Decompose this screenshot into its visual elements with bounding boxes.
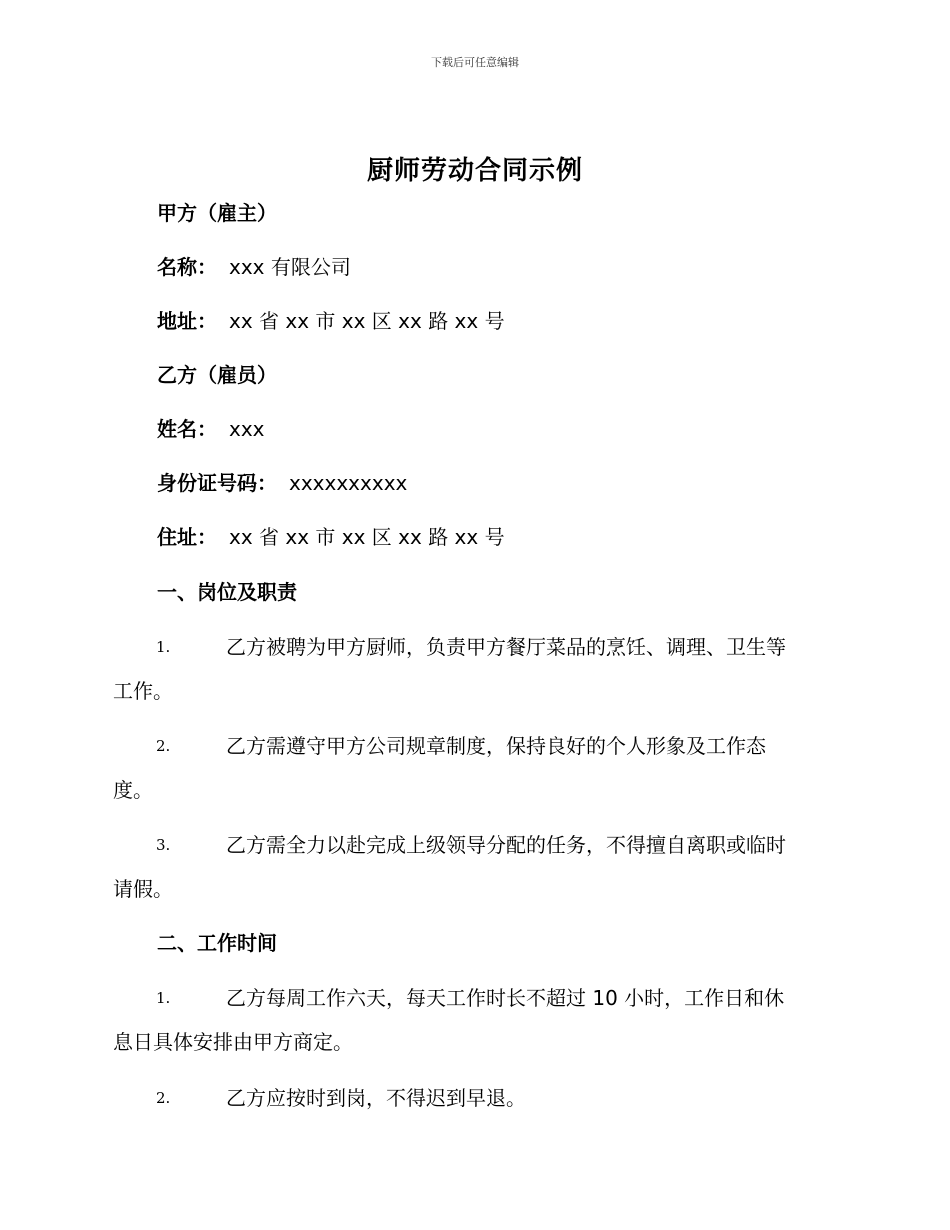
- document-title: 厨师劳动合同示例: [366, 156, 583, 186]
- item-text-line2: 请假。: [113, 877, 173, 901]
- item-number: 1.: [156, 638, 171, 656]
- party-a-name-line: [157, 253, 351, 281]
- header-note: 下载后可任意编辑: [431, 56, 519, 69]
- list-item: [113, 625, 835, 713]
- party-b-id-value: xxxxxxxxxx: [289, 471, 408, 495]
- list-item: [113, 823, 835, 911]
- item-number: 2.: [156, 737, 171, 755]
- section-heading: 一、岗位及职责: [157, 580, 297, 604]
- party-b-id-label: 身份证号码：: [157, 471, 277, 495]
- item-number: 2.: [156, 1089, 171, 1107]
- party-b-address-value: xx 省 xx 市 xx 区 xx 路 xx 号: [229, 525, 505, 549]
- party-a-name-label: 名称：: [157, 255, 217, 279]
- item-text-line1: 乙方被聘为甲方厨师，负责甲方餐厅菜品的烹饪、调理、卫生等: [226, 635, 786, 659]
- party-b-address-label: 住址：: [157, 525, 217, 549]
- item-text-line1: 乙方应按时到岗，不得迟到早退。: [226, 1086, 526, 1110]
- party-a-address-value: xx 省 xx 市 xx 区 xx 路 xx 号: [229, 309, 505, 333]
- party-b-heading: 乙方（雇员）: [157, 363, 277, 387]
- party-b-name-line: [157, 415, 265, 443]
- item-text-line2: 度。: [113, 778, 153, 802]
- item-text-line1: 乙方需全力以赴完成上级领导分配的任务，不得擅自离职或临时: [226, 833, 786, 857]
- party-b-name-value: xxx: [229, 417, 265, 441]
- item-text-line1: 乙方每周工作六天，每天工作时长不超过 10 小时，工作日和休: [226, 986, 785, 1010]
- party-a-heading: 甲方（雇主）: [157, 201, 277, 225]
- list-item: [113, 1076, 835, 1120]
- item-number: 3.: [156, 836, 171, 854]
- party-a-address-label: 地址：: [157, 309, 217, 333]
- party-a-address-line: [157, 307, 505, 335]
- section-heading: 二、工作时间: [157, 931, 277, 955]
- list-item: [113, 976, 835, 1064]
- party-b-name-label: 姓名：: [157, 417, 217, 441]
- party-b-id-line: [157, 469, 407, 497]
- list-item: [113, 724, 835, 812]
- party-a-name-value: xxx 有限公司: [229, 255, 351, 279]
- item-text-line2: 息日具体安排由甲方商定。: [113, 1030, 353, 1054]
- item-text-line2: 工作。: [113, 679, 173, 703]
- party-b-address-line: [157, 523, 505, 551]
- item-text-line1: 乙方需遵守甲方公司规章制度，保持良好的个人形象及工作态: [226, 734, 766, 758]
- item-number: 1.: [156, 989, 171, 1007]
